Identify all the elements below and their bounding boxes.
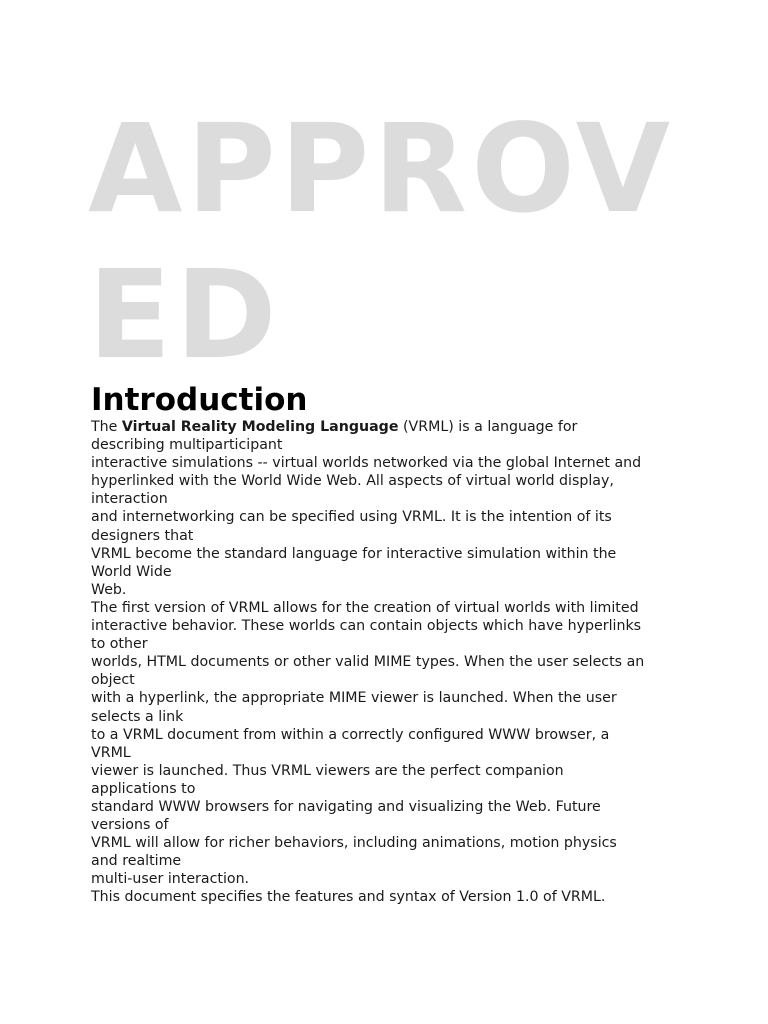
text-line: World Wide (91, 563, 172, 580)
text-line: The first version of VRML allows for the creation of virtual worlds with limited (91, 599, 639, 616)
text-line: VRML will allow for richer behaviors, including animations, motion physics (91, 835, 617, 852)
text-line: to a VRML document from within a correctly configured WWW browser, a (91, 726, 610, 743)
text-line: with a hyperlink, the appropriate MIME viewer is launched. When the user (91, 690, 617, 707)
text-line: to other (91, 636, 148, 653)
body-paragraph (91, 418, 691, 907)
text-line: multi-user interaction. (91, 871, 250, 888)
text-line-suffix: (VRML) is a language for (398, 419, 578, 435)
text-line: interaction (91, 491, 168, 508)
text-line: object (91, 672, 135, 689)
text-line: This document specifies the features and syntax of Version 1.0 of VRML. (91, 889, 606, 906)
text-line: VRML (91, 744, 131, 761)
watermark-line-2: ED (88, 244, 281, 386)
text-line: designers that (91, 527, 194, 544)
text-line: and realtime (91, 853, 182, 870)
text-line: viewer is launched. Thus VRML viewers are the perfect companion (91, 762, 564, 779)
text-line: interactive behavior. These worlds can contain objects which have hyperlinks (91, 618, 642, 635)
text-line: worlds, HTML documents or other valid MIME types. When the user selects an (91, 654, 645, 671)
text-line: hyperlinked with the World Wide Web. All aspects of virtual world display, (91, 473, 614, 490)
section-heading: Introduction (91, 382, 308, 418)
text-line: interactive simulations -- virtual worlds networked via the global Internet and (91, 455, 642, 472)
text-line: VRML become the standard language for interactive simulation within the (91, 545, 617, 562)
bold-term: Virtual Reality Modeling Language (121, 419, 399, 435)
text-line: describing multiparticipant (91, 437, 283, 454)
text-line: Web. (91, 581, 127, 598)
text-line: and internetworking can be specified using VRML. It is the intention of its (91, 509, 612, 526)
approved-watermark (88, 96, 688, 388)
watermark-line-1: APPROV (88, 98, 675, 240)
text-line-prefix: The (91, 419, 122, 435)
text-line (91, 418, 691, 436)
text-line: versions of (91, 817, 169, 834)
text-line: standard WWW browsers for navigating and visualizing the Web. Future (91, 798, 601, 815)
text-line: applications to (91, 780, 196, 797)
text-line: selects a link (91, 708, 184, 725)
